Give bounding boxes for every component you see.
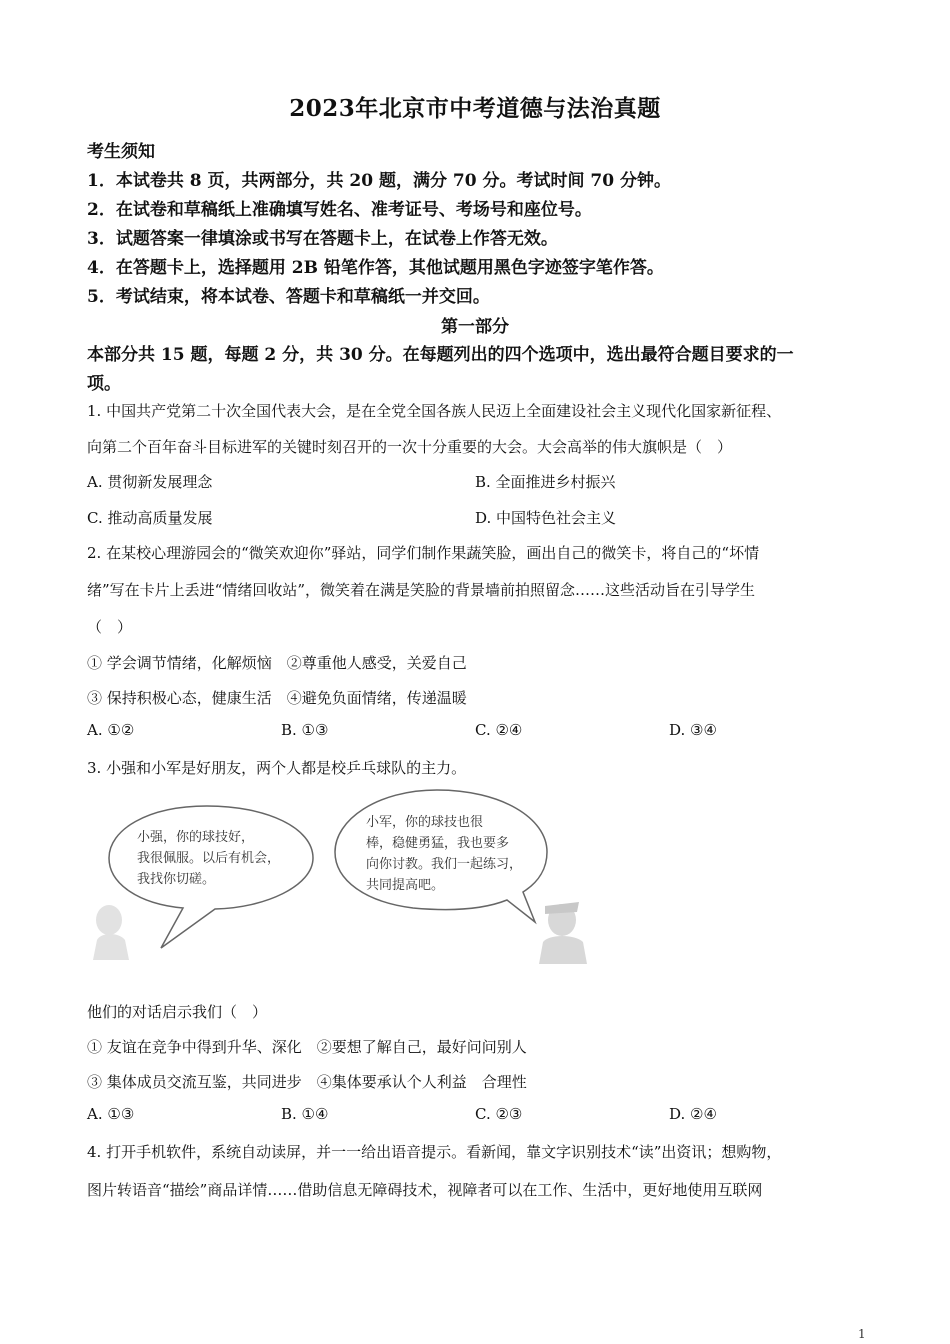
q3-statements-2: ③ 集体成员交流互鉴，共同进步 ④集体要承认个人利益 合理性 [87,1073,527,1091]
question-4-stem-cont: 图片转语音“描绘”商品详情……借助信息无障碍技术，视障者可以在工作、生活中，更好地使用互联网 [87,1181,763,1199]
q2-option-b: B. ①③ [281,721,329,739]
q2-option-a: A. ①② [87,721,135,739]
section-instruction: 本部分共 15 题，每题 2 分，共 30 分。在每题列出的四个选项中，选出最符合题目要求的一 [87,345,794,365]
person-right-silhouette [539,902,587,964]
q3-option-b: B. ①④ [281,1105,329,1123]
person-left-silhouette [93,905,129,960]
q1-option-d: D. 中国特色社会主义 [475,509,617,527]
q1-option-a: A. 贯彻新发展理念 [87,473,213,491]
q3-option-a: A. ①③ [87,1105,135,1123]
q2-statements-1: ① 学会调节情绪，化解烦恼 ②尊重他人感受，关爱自己 [87,654,467,672]
q2-statements-2: ③ 保持积极心态，健康生活 ④避免负面情绪，传递温暖 [87,689,467,707]
q3-statements-1: ① 友谊在竞争中得到升华、深化 ②要想了解自己，最好问问别人 [87,1038,527,1056]
notice-heading: 考生须知 [87,142,155,162]
q1-option-b: B. 全面推进乡村振兴 [475,473,616,491]
question-2-stem: 2. 在某校心理游园会的“微笑欢迎你”驿站，同学们制作果蔬笑脸，画出自己的微笑卡，将自己的“坏情 [87,544,760,562]
q1-option-c: C. 推动高质量发展 [87,509,213,527]
q3-option-c: C. ②③ [475,1105,523,1123]
question-2-stem-cont: 绪”写在卡片上丢进“情绪回收站”，微笑着在满是笑脸的背景墙前拍照留念……这些活动旨在引导学生 [87,581,756,599]
question-1-stem: 1. 中国共产党第二十次全国代表大会，是在全党全国各族人民迈上全面建设社会主义现代化国家新征程、 [87,402,782,420]
section-heading: 第一部分 [441,317,509,337]
q2-option-c: C. ②④ [475,721,523,739]
notice-item: 5．考试结束，将本试卷、答题卡和草稿纸一并交回。 [87,287,490,307]
notice-item: 1．本试卷共 8 页，共两部分，共 20 题，满分 70 分。考试时间 70 分钟。 [87,171,671,191]
notice-item: 2．在试卷和草稿纸上准确填写姓名、准考证号、考场号和座位号。 [87,200,592,220]
question-4-stem: 4. 打开手机软件，系统自动读屏，并一一给出语音提示。看新闻，靠文字识别技术“读”出资讯；想购物， [87,1143,782,1161]
question-2-bracket: （ ） [87,618,133,636]
bubble-right-text: 小军，你的球技也很 棒，稳健勇猛，我也要多 向你讨教。我们一起练习， 共同提高吧。 [366,815,523,893]
question-1-stem-cont: 向第二个百年奋斗目标进军的关键时刻召开的一次十分重要的大会。大会高举的伟大旗帜是（ ） [87,438,733,456]
notice-item: 3．试题答案一律填涂或书写在答题卡上，在试卷上作答无效。 [87,229,558,249]
page-title: 2023年北京市中考道德与法治真题 [289,95,661,122]
question-3-prompt: 他们的对话启示我们（ ） [87,1003,268,1021]
bubble-left-text: 小强，你的球技好， 我很佩服。以后有机会， 我找你切磋。 [137,830,281,887]
notice-item: 4．在答题卡上，选择题用 2B 铅笔作答，其他试题用黑色字迹签字笔作答。 [87,258,664,278]
q2-option-d: D. ③④ [669,721,717,739]
question-3-stem: 3. 小强和小军是好朋友，两个人都是校乒乓球队的主力。 [87,759,467,777]
section-instruction-cont: 项。 [87,374,121,394]
page-number: 1 [858,1327,866,1341]
q3-option-d: D. ②④ [669,1105,717,1123]
